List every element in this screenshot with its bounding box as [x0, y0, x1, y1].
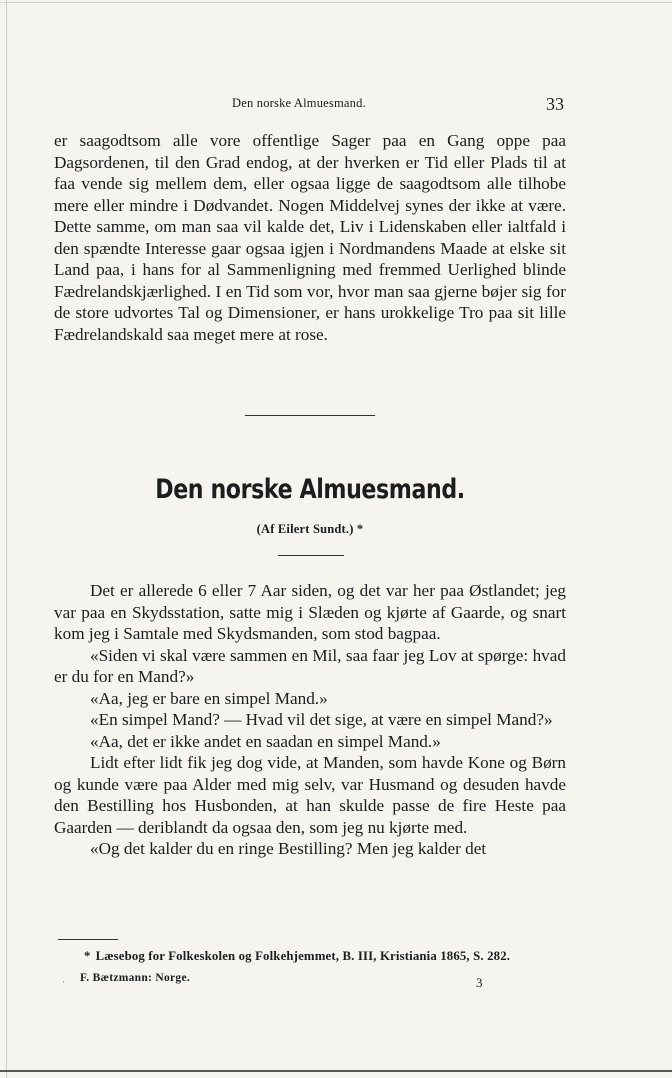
footnote: [84, 949, 568, 964]
carryover-paragraph: er saagodtsom alle vore offentlige Sager paa en Gang oppe paa Dagsordenen, til den Grad endog, at der hverken er Tid eller Plads til at faa vende sig mellem dem, eller ogsaa ligge de saagodtsom alle tilhobe mere eller mindre i Dødvandet. Nogen Middelvej synes der ikke at være. Dette samme, om man saa vil kalde det, Liv i Lidenskaben eller ialtfald i den spændte Interesse gaar ogsaa igjen i Nordmandens Maade at elske sit Land paa, i hans for al Sammenligning med fremmed Uerlighed blinde Fædrelandskjærlighed. I en Tid som vor, hvor man saa gjerne bøjer sig for de store udvortes Tal og Dimensioner, er hans urokkelige Tro paa sit lille Fædrelandskald saa meget mere at rose.: [54, 131, 566, 344]
footnote-marker: *: [84, 949, 91, 963]
margin-mark: ·: [62, 977, 65, 987]
running-title: Den norske Almuesmand.: [232, 96, 366, 110]
page-top-edge: [0, 2, 672, 3]
article-body: [54, 580, 566, 860]
article-paragraph: Lidt efter lidt fik jeg dog vide, at Manden, som havde Kone og Børn og kunde være paa Alder med mig selv, var Husmand og desuden havde den Bestilling hos Husbonden, at han skulde passe de fire Heste paa Gaarden — deriblandt da ogsaa den, som jeg nu kjørte med.: [54, 753, 566, 837]
article-paragraph: «Siden vi skal være sammen en Mil, saa faar jeg Lov at spørge: hvad er du for en Mand?»: [54, 645, 566, 686]
article-paragraph: «En simpel Mand? — Hvad vil det sige, at være en simpel Mand?»: [90, 710, 553, 729]
page-bottom-edge: [0, 1070, 672, 1072]
article-paragraph: «Aa, det er ikke andet en saadan en simpel Mand.»: [90, 731, 441, 751]
title-divider-rule: [278, 555, 344, 556]
running-head: [0, 94, 672, 118]
article-paragraph: «Og det kalder du en ringe Bestilling? Men jeg kalder det: [90, 839, 487, 858]
printer-signature: F. Bætzmann: Norge.: [80, 972, 191, 984]
article-paragraph: Det er allerede 6 eller 7 Aar siden, og det var her paa Østlandet; jeg var paa en Skydsstation, satte mig i Slæden og kjørte af Gaarde, og snart kom jeg i Samtale med Skydsmanden, som stod bagpaa.: [54, 581, 566, 643]
article-title: Den norske Almuesmand.: [155, 474, 465, 505]
page-left-edge: [6, 0, 7, 1078]
page-number: 33: [546, 94, 564, 114]
article-paragraph: «Aa, jeg er bare en simpel Mand.»: [90, 688, 328, 708]
section-divider-rule: [245, 415, 375, 416]
author-line: (Af Eilert Sundt.) *: [256, 522, 364, 536]
sheet-number: 3: [476, 975, 483, 990]
carryover-text-block: [54, 130, 566, 345]
footnote-rule: [58, 939, 118, 940]
footnote-text: Læsebog for Folkeskolen og Folkehjemmet, B. III, Kristiania 1865, S. 282.: [95, 949, 511, 963]
